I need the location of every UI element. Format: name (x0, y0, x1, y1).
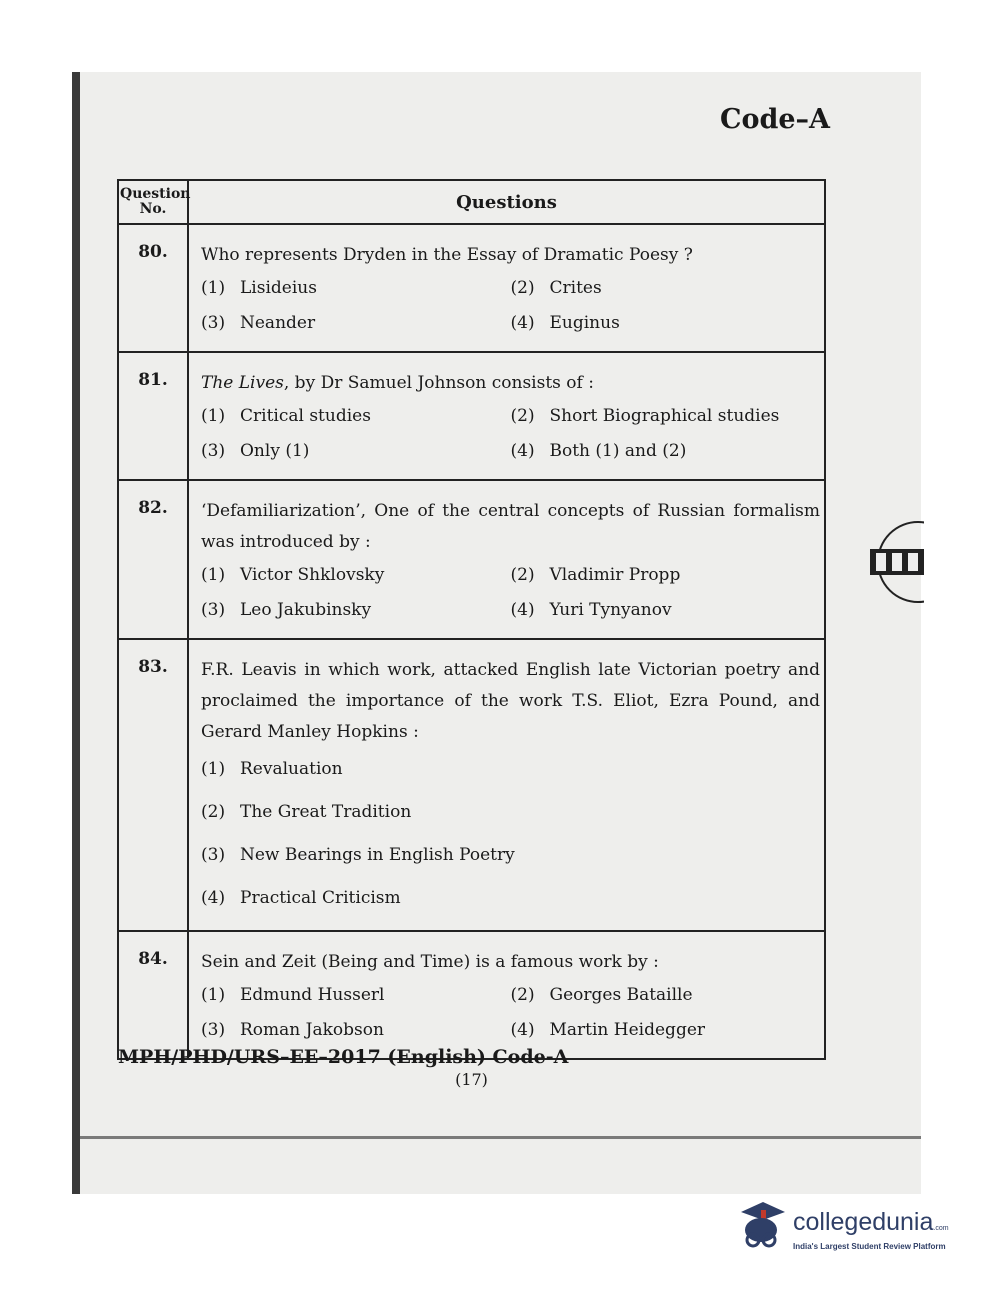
question-text: ‘Defamiliarization’, One of the central concepts of Russian formalism was introduced by : (201, 501, 820, 552)
option: (1) Critical studies (201, 406, 371, 426)
option: (2) Georges Bataille (510, 985, 693, 1005)
options (201, 399, 820, 469)
questions-table (117, 179, 826, 1060)
question-text: The Lives, by Dr Samuel Johnson consists of : (201, 373, 594, 393)
logo-mascot-icon (735, 1198, 791, 1258)
option: (2) The Great Tradition (201, 802, 412, 822)
question-row-82 (118, 480, 825, 639)
option: (4) Both (1) and (2) (510, 441, 687, 461)
options (201, 558, 820, 628)
option: (4) Martin Heidegger (510, 1020, 706, 1040)
option: (2) Vladimir Propp (510, 565, 681, 585)
question-text: Who represents Dryden in the Essay of Dramatic Poesy ? (201, 245, 693, 265)
column-header-question-no: Question No. (118, 180, 188, 224)
option: (1) Edmund Husserl (201, 985, 385, 1005)
side-stamp-fragment (868, 515, 924, 609)
option: (1) Lisideius (201, 278, 317, 298)
option: (3) Roman Jakobson (201, 1020, 384, 1040)
question-row-80 (118, 224, 825, 352)
paper-code: Code–A (719, 104, 830, 135)
logo-wordmark: collegedunia.com (793, 1208, 949, 1236)
scan-left-edge (72, 72, 80, 1194)
option: (3) New Bearings in English Poetry (201, 845, 515, 865)
column-header-questions: Questions (188, 180, 825, 224)
option: (4) Euginus (510, 313, 620, 333)
scan-bottom-edge (80, 1136, 921, 1139)
option: (3) Leo Jakubinsky (201, 600, 372, 620)
question-number: 82. (118, 480, 188, 639)
option: (3) Neander (201, 313, 316, 333)
question-row-81 (118, 352, 825, 480)
logo-tagline: India's Largest Student Review Platform (793, 1242, 946, 1251)
option: (1) Revaluation (201, 759, 343, 779)
option: (1) Victor Shklovsky (201, 565, 385, 585)
options (201, 978, 820, 1048)
option: (2) Crites (510, 278, 602, 298)
question-number: 83. (118, 639, 188, 931)
option: (4) Yuri Tynyanov (510, 600, 672, 620)
option: (4) Practical Criticism (201, 888, 401, 908)
question-number: 80. (118, 224, 188, 352)
question-text: Sein and Zeit (Being and Time) is a famous work by : (201, 952, 659, 972)
options (201, 748, 820, 920)
option: (3) Only (1) (201, 441, 310, 461)
collegedunia-logo (735, 1198, 965, 1268)
option: (2) Short Biographical studies (510, 406, 780, 426)
book-title: The Lives (201, 373, 284, 393)
question-row-83 (118, 639, 825, 931)
question-text: F.R. Leavis in which work, attacked English late Victorian poetry and proclaimed the importance of the work T.S. Eliot, Ezra Pound, and Gerard Manley Hopkins : (201, 660, 820, 742)
footer-code-line: MPH/PHD/URS–EE–2017 (English) Code-A (118, 1046, 569, 1068)
question-number: 81. (118, 352, 188, 480)
options (201, 271, 820, 341)
question-number: 84. (118, 931, 188, 1059)
question-row-84 (118, 931, 825, 1059)
page-number: (17) (455, 1070, 488, 1089)
